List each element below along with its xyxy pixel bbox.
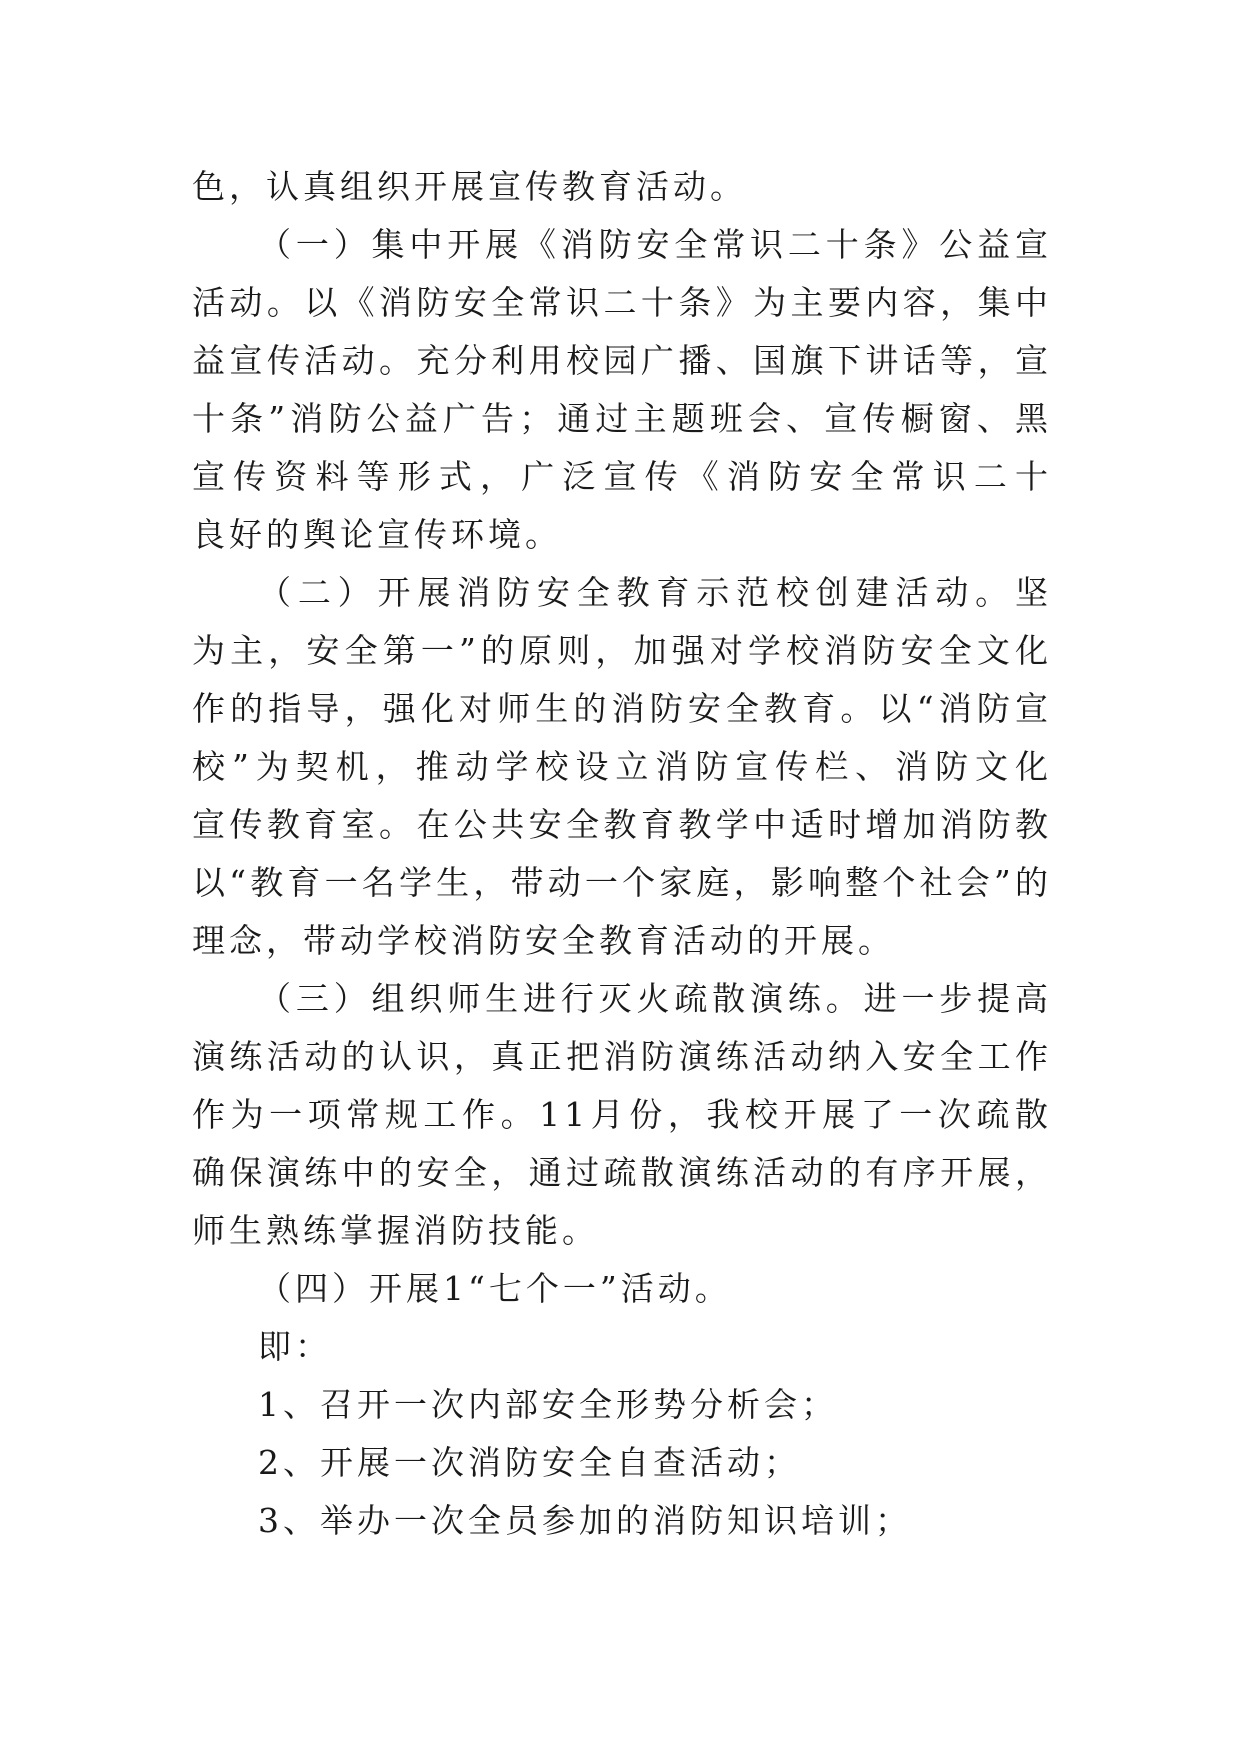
list-item: 1、召开一次内部安全形势分析会； xyxy=(258,1385,838,1424)
document-body xyxy=(192,158,1052,1550)
paragraph-line: 确保演练中的安全，通过疏散演练活动的有序开展， xyxy=(192,1153,1052,1192)
paragraph-line: 作为一项常规工作。11月份，我校开展了一次疏散 xyxy=(192,1095,1052,1134)
paragraph-line: 宣传教育室。在公共安全教育教学中适时增加消防教 xyxy=(192,805,1052,844)
paragraph-line: 宣传资料等形式，广泛宣传《消防安全常识二十 xyxy=(192,457,1052,496)
paragraph-line: 色，认真组织开展宣传教育活动。 xyxy=(192,167,747,206)
paragraph-line: 作的指导，强化对师生的消防安全教育。以“消防宣 xyxy=(192,689,1052,728)
paragraph-line: （一）集中开展《消防安全常识二十条》公益宣 xyxy=(258,225,1052,264)
paragraph-line: 校”为契机，推动学校设立消防宣传栏、消防文化 xyxy=(192,747,1052,786)
paragraph-line: （二）开展消防安全教育示范校创建活动。坚 xyxy=(258,573,1052,612)
paragraph-line: 益宣传活动。充分利用校园广播、国旗下讲话等，宣 xyxy=(192,341,1052,380)
paragraph-line: （四）开展1“七个一”活动。 xyxy=(258,1269,732,1308)
list-item: 3、举办一次全员参加的消防知识培训； xyxy=(258,1501,912,1540)
paragraph-line: 为主，安全第一”的原则，加强对学校消防安全文化 xyxy=(192,631,1052,670)
paragraph-line: 十条”消防公益广告；通过主题班会、宣传橱窗、黑 xyxy=(192,399,1052,438)
paragraph-line: 以“教育一名学生，带动一个家庭，影响整个社会”的 xyxy=(192,863,1052,902)
paragraph-line: 理念，带动学校消防安全教育活动的开展。 xyxy=(192,921,895,960)
paragraph-line: 即： xyxy=(258,1327,332,1366)
paragraph-line: （三）组织师生进行灭火疏散演练。进一步提高 xyxy=(258,979,1052,1018)
paragraph-line: 良好的舆论宣传环境。 xyxy=(192,515,562,554)
paragraph-line: 活动。以《消防安全常识二十条》为主要内容，集中 xyxy=(192,283,1052,322)
list-item: 2、开展一次消防安全自查活动； xyxy=(258,1443,801,1482)
paragraph-line: 演练活动的认识，真正把消防演练活动纳入安全工作 xyxy=(192,1037,1052,1076)
paragraph-line: 师生熟练掌握消防技能。 xyxy=(192,1211,599,1250)
